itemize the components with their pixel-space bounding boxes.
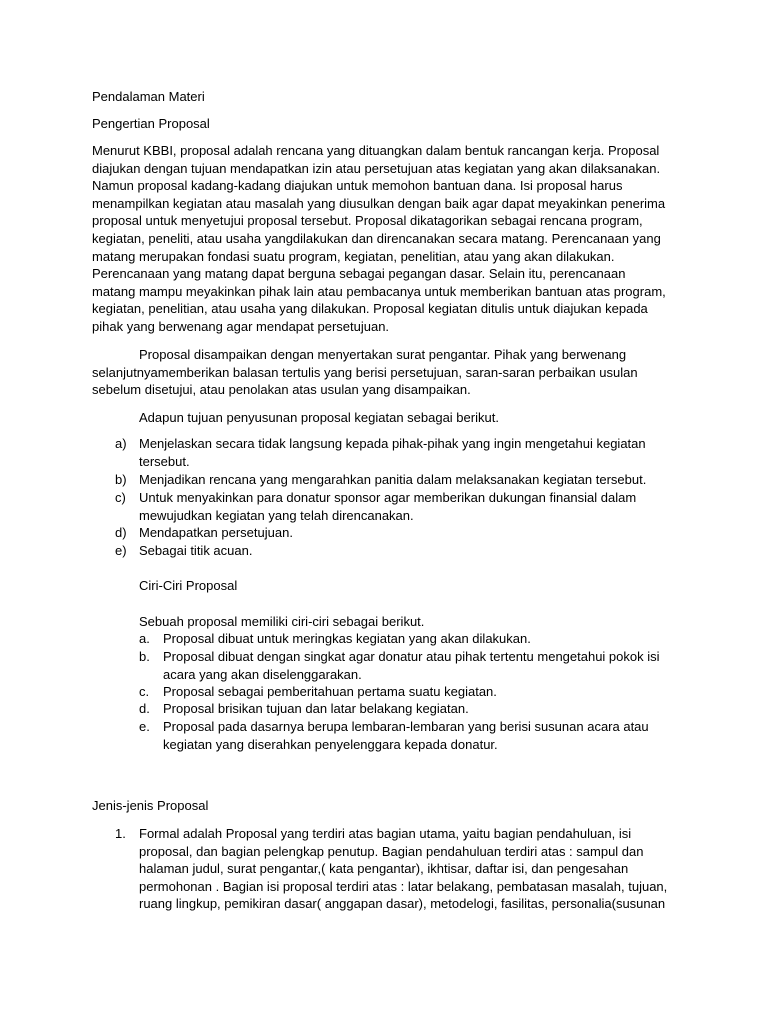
list-item-text: Proposal dibuat untuk meringkas kegiatan yang akan dilakukan.: [163, 631, 531, 646]
list-marker: c.: [139, 684, 150, 699]
list-marker: a.: [139, 631, 150, 646]
list-item-text: Proposal dibuat dengan singkat agar donatur atau pihak tertentu mengetahui pokok isi acara yang akan diselenggarakan.: [163, 649, 660, 682]
paragraph-definisi: Menurut KBBI, proposal adalah rencana yang dituangkan dalam bentuk rancangan kerja. Proposal diajukan dengan tujuan mendapatkan izin atau persetujuan atas kegiatan yang akan dilaksanakan. Namun proposal kadang-kadang diajukan untuk memohon bantuan dana. Isi proposal harus menampilkan kegiatan atau masalah yang diusulkan dengan baik agar dapat meyakinkan penerima proposal untuk menyetujui proposal tersebut. Proposal dikatagorikan sebagai rencana program, kegiatan, peneliti, atau usaha yangdilakukan dan direncanakan secara matang. Perencanaan yang matang merupakan fondasi suatu program, kegiatan, penelitian, atau yang akan dilakukan. Perencanaan yang matang dapat berguna sebagai pegangan dasar. Selain itu, perencanaan matang mampu meyakinkan pihak lain atau pembacanya untuk memberikan bantuan atas program, kegiatan, penelitian, atau usaha yang dilakukan. Proposal kegiatan ditulis untuk diajukan kepada pihak yang berwenang agar mendapat persetujuan.: [92, 143, 666, 334]
list-marker: c): [115, 490, 126, 505]
list-marker: b.: [139, 649, 150, 664]
list-marker: b): [115, 472, 127, 487]
list-marker: a): [115, 436, 127, 451]
paragraph-surat-pengantar: Proposal disampaikan dengan menyertakan surat pengantar. Pihak yang berwenang selanjutnyamemberikan balasan tertulis yang berisi persetujuan, saran-saran perbaikan usulan sebelum disetujui, atau penolakan atas usulan yang disampaikan.: [92, 347, 638, 398]
list-item-text: Formal adalah Proposal yang terdiri atas bagian utama, yaitu bagian pendahuluan, isi proposal, dan bagian pelengkap penutup. Bagian pendahuluan terdiri atas : sampul dan halaman judul, surat pengantar,( kata pengantar), ikhtisar, daftar isi, dan pengesahan permohonan . Bagian isi proposal terdiri atas : latar belakang, pembatasan masalah, tujuan, ruang lingkup, pemikiran dasar( anggapan dasar), metodelogi, fasilitas, personalia(susunan: [139, 826, 668, 912]
tujuan-intro: Adapun tujuan penyusunan proposal kegiatan sebagai berikut.: [139, 410, 499, 425]
list-marker: e): [115, 543, 127, 558]
list-marker: 1.: [115, 826, 126, 841]
list-item-text: Sebagai titik acuan.: [139, 543, 253, 558]
ciri-intro: Sebuah proposal memiliki ciri-ciri sebagai berikut.: [139, 614, 425, 629]
list-marker: d): [115, 525, 127, 540]
heading-ciri-ciri-proposal: Ciri-Ciri Proposal: [139, 578, 238, 593]
list-item-text: Untuk menyakinkan para donatur sponsor agar memberikan dukungan finansial dalam mewujudkan kegiatan yang telah direncanakan.: [139, 490, 637, 523]
list-item-text: Proposal pada dasarnya berupa lembaran-lembaran yang berisi susunan acara atau kegiatan yang diserahkan penyelenggara kepada donatur.: [163, 719, 649, 752]
list-item-text: Mendapatkan persetujuan.: [139, 525, 293, 540]
list-marker: d.: [139, 701, 150, 716]
list-item-text: Menjelaskan secara tidak langsung kepada pihak-pihak yang ingin mengetahui kegiatan tersebut.: [139, 436, 646, 469]
list-item-text: Menjadikan rencana yang mengarahkan panitia dalam melaksanakan kegiatan tersebut.: [139, 472, 647, 487]
list-item-text: Proposal brisikan tujuan dan latar belakang kegiatan.: [163, 701, 469, 716]
heading-pendalaman-materi: Pendalaman Materi: [92, 89, 205, 104]
list-item-text: Proposal sebagai pemberitahuan pertama suatu kegiatan.: [163, 684, 497, 699]
heading-pengertian-proposal: Pengertian Proposal: [92, 116, 210, 131]
heading-jenis-jenis-proposal: Jenis-jenis Proposal: [92, 798, 209, 813]
list-marker: e.: [139, 719, 150, 734]
